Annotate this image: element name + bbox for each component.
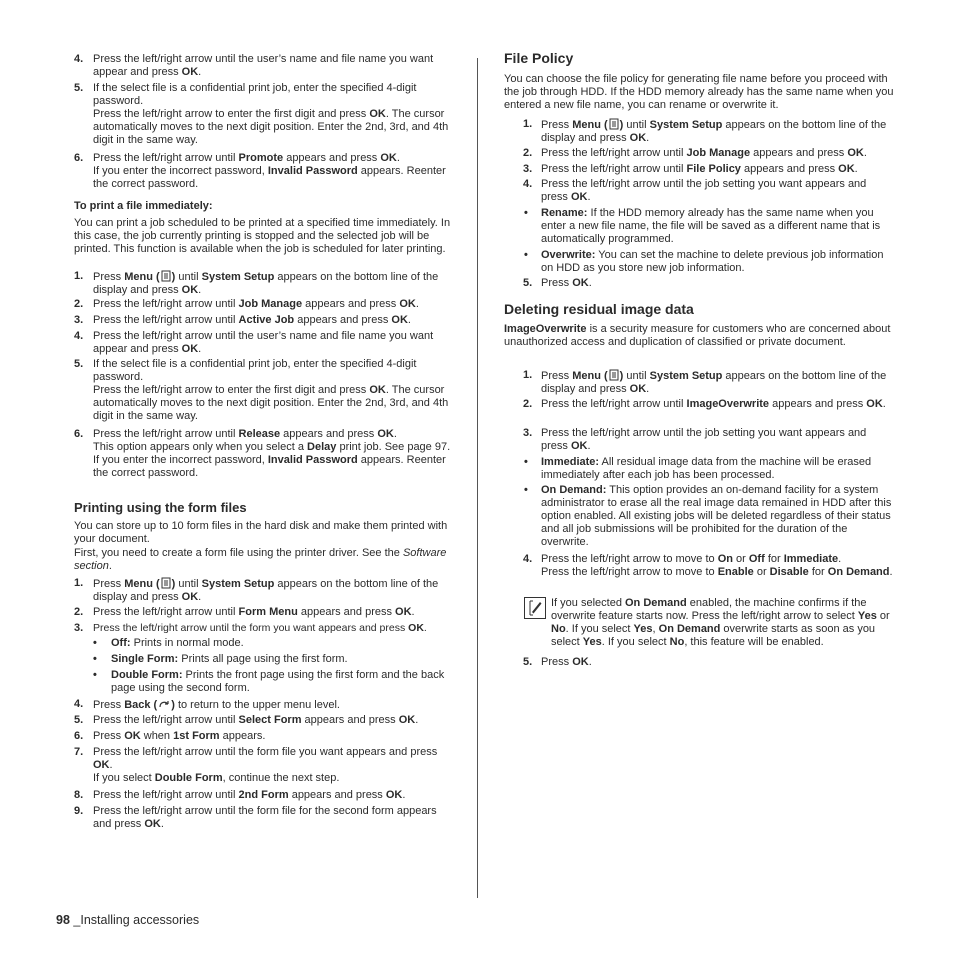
subheading: To print a file immediately: bbox=[74, 200, 213, 212]
list-item: 1. Press Menu ( ) until System Setup appears on the bottom line of the display and press OK. bbox=[74, 270, 439, 296]
list-item: 4. Press the left/right arrow until the user’s name and file name you want appear and press OK. bbox=[74, 53, 434, 78]
paragraph: ImageOverwrite is a security measure for customers who are concerned about unauthorized access and duplication of classified or private document. bbox=[504, 323, 891, 348]
section-heading: Deleting residual image data bbox=[504, 301, 694, 317]
paragraph: You can store up to 10 form files in the hard disk and make them printed with your document. bbox=[74, 520, 448, 545]
bullet-item: • On Demand: This option provides an on-demand facility for a system administrator to erase all the real image data remained in HDD after this option enabled. All existing jobs will be deleted regardless of their status and all job submissions will be prohibited for the duration of the overwrite. bbox=[524, 484, 892, 548]
bullet-item: • Single Form: Prints all page using the first form. bbox=[93, 653, 348, 665]
menu-icon bbox=[160, 577, 172, 589]
list-item: 6. Press the left/right arrow until Promote appears and press OK. If you enter the incorrect password, Invalid Password appears. Reenter the correct password. bbox=[74, 152, 446, 190]
list-item: 3. Press the left/right arrow until File Policy appears and press OK. bbox=[523, 163, 858, 175]
list-item: 3. Press the left/right arrow until the job setting you want appears and press OK. bbox=[523, 427, 867, 452]
section-heading: Printing using the form files bbox=[74, 500, 247, 515]
back-icon bbox=[157, 698, 171, 710]
footer-title: _Installing accessories bbox=[73, 913, 200, 927]
list-item: 1. Press Menu ( ) until System Setup appears on the bottom line of the display and press OK. bbox=[523, 118, 887, 144]
bullet-item: • Rename: If the HDD memory already has the same name when you enter a new file name, the file will be saved as a different name that is automatically programmed. bbox=[524, 207, 881, 245]
list-item: 3. Press the left/right arrow until the form you want appears and press OK. bbox=[74, 622, 427, 634]
bullet-item: • Overwrite: You can set the machine to delete previous job information on HDD as you store new job information. bbox=[524, 249, 884, 274]
list-item: 5. If the select file is a confidential print job, enter the specified 4-digit password. Press the left/right arrow to enter the first digit and press OK. The cursor automatically moves to the next digit position. Enter the 2nd, 3rd, and 4th digit in the same way. bbox=[74, 82, 449, 146]
paragraph: First, you need to create a form file using the printer driver. See the Software section. bbox=[74, 547, 447, 572]
paragraph: You can choose the file policy for generating file name before you proceed with the job through HDD. If the HDD memory already has the same name when you entered a new file name, you can rename or overwrite it. bbox=[504, 73, 894, 111]
list-item: 2. Press the left/right arrow until Form Menu appears and press OK. bbox=[74, 606, 415, 618]
list-item: 4. Press the left/right arrow until the user’s name and file name you want appear and press OK. bbox=[74, 330, 434, 355]
paragraph: You can print a job scheduled to be printed at a specified time immediately. In this case, the job currently printing is stopped and the selected job will be printed. This function is available when the job is scheduled for later printing. bbox=[74, 217, 451, 255]
bullet-item: • Double Form: Prints the front page using the first form and the back page using the second form. bbox=[93, 669, 445, 694]
list-item: 2. Press the left/right arrow until ImageOverwrite appears and press OK. bbox=[523, 398, 886, 410]
bullet-item: • Immediate: All residual image data from the machine will be erased immediately after each job has been processed. bbox=[524, 456, 872, 481]
list-item: 2. Press the left/right arrow until Job Manage appears and press OK. bbox=[74, 298, 419, 310]
menu-icon bbox=[608, 118, 620, 130]
bullet-item: • Off: Prints in normal mode. bbox=[93, 637, 244, 649]
page-footer bbox=[56, 914, 199, 927]
list-item: 5. Press OK. bbox=[523, 656, 592, 668]
list-item: 3. Press the left/right arrow until Active Job appears and press OK. bbox=[74, 314, 411, 326]
note-icon bbox=[524, 597, 546, 619]
list-item: 9. Press the left/right arrow until the form file for the second form appears and press OK. bbox=[74, 805, 437, 830]
list-item: 4. Press the left/right arrow to move to On or Off for Immediate. Press the left/right arrow to move to Enable or Disable for On Demand. bbox=[523, 553, 893, 578]
section-heading: File Policy bbox=[504, 50, 574, 66]
list-item: 4. Press the left/right arrow until the job setting you want appears and press OK. bbox=[523, 178, 867, 203]
list-item: 4. Press Back ( ) to return to the upper menu level. bbox=[74, 698, 340, 711]
list-item: 6. Press OK when 1st Form appears. bbox=[74, 730, 266, 742]
list-item: 2. Press the left/right arrow until Job Manage appears and press OK. bbox=[523, 147, 867, 159]
list-item: 6. Press the left/right arrow until Release appears and press OK. This option appears only when you select a Delay print job. See page 97. If you enter the incorrect password, Invalid Password appears. Reenter the correct password. bbox=[74, 428, 451, 479]
page-number: 98 bbox=[56, 913, 70, 927]
list-item: 5. If the select file is a confidential print job, enter the specified 4-digit password. Press the left/right arrow to enter the first digit and press OK. The cursor automatically moves to the next digit position. Enter the 2nd, 3rd, and 4th digit in the same way. bbox=[74, 358, 449, 422]
menu-icon bbox=[608, 369, 620, 381]
list-item: 8. Press the left/right arrow until 2nd Form appears and press OK. bbox=[74, 789, 406, 801]
list-item: 5. Press OK. bbox=[523, 277, 592, 289]
menu-icon bbox=[160, 270, 172, 282]
list-item: 5. Press the left/right arrow until Select Form appears and press OK. bbox=[74, 714, 419, 726]
column-divider bbox=[477, 58, 478, 898]
list-item: 7. Press the left/right arrow until the form file you want appears and press OK. If you select Double Form, continue the next step. bbox=[74, 746, 438, 784]
list-item: 1. Press Menu ( ) until System Setup appears on the bottom line of the display and press OK. bbox=[523, 369, 887, 395]
list-item: 1. Press Menu ( ) until System Setup appears on the bottom line of the display and press OK. bbox=[74, 577, 439, 603]
note-text: If you selected On Demand enabled, the machine confirms if the overwrite feature starts now. Press the left/right arrow to select Yes or No. If you select Yes, On Demand overwrite starts as soon as you select Yes. If you select No, this feature will be enabled. bbox=[551, 597, 890, 648]
